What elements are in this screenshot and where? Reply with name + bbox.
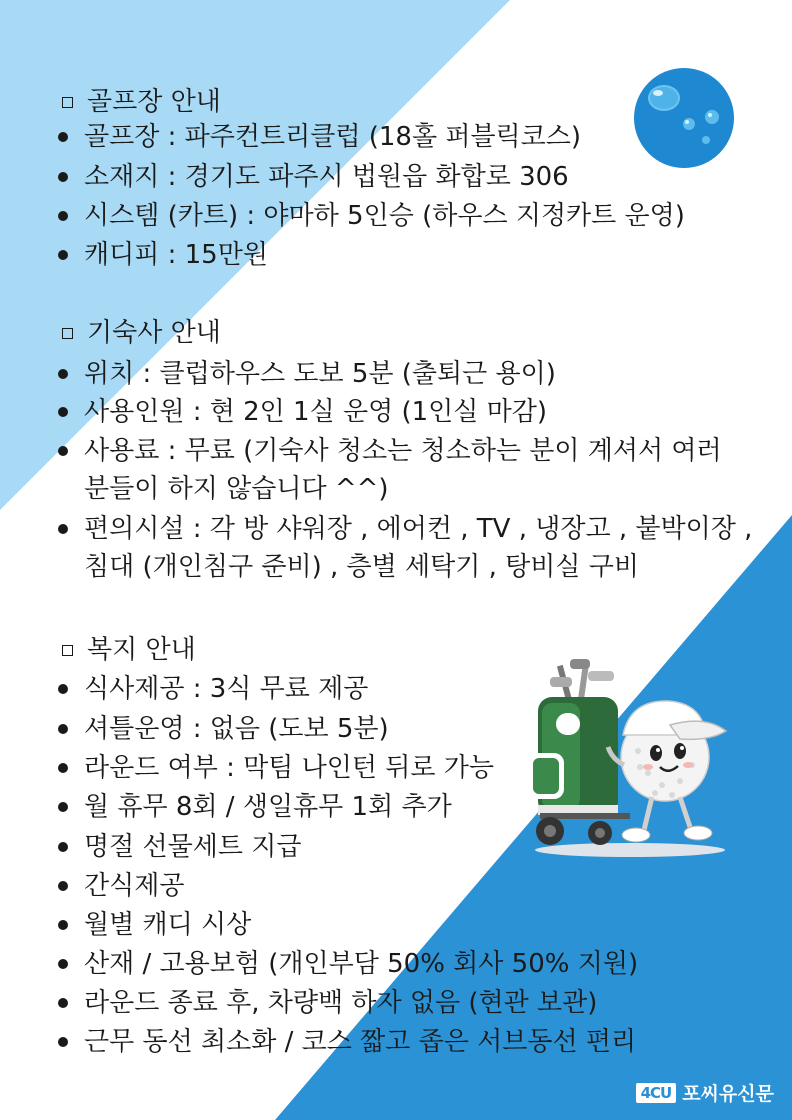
item-text: 시스템 (카트) : 야마하 5인승 (하우스 지정카트 운영): [84, 201, 685, 231]
section-title: 복지 안내: [87, 635, 196, 665]
item-text: 편의시설 : 각 방 샤워장 , 에어컨 , TV , 냉장고 , 붙박이장 ,: [84, 514, 753, 544]
bullet-dot-icon: [58, 407, 68, 417]
item-text: 식사제공 : 3식 무료 제공: [84, 674, 369, 704]
item-text-continued: 침대 (개인침구 준비) , 층별 세탁기 , 탕비실 구비: [84, 552, 640, 582]
item-text-continued: 분들이 하지 않습니다 ^^): [84, 474, 389, 504]
list-item: [58, 710, 758, 748]
list-item: [58, 158, 758, 196]
square-bullet-icon: [62, 645, 73, 656]
bullet-dot-icon: [58, 684, 68, 694]
item-text: 명절 선물세트 지급: [84, 832, 302, 862]
bullet-dot-icon: [58, 211, 68, 221]
list-item: [58, 945, 758, 983]
square-bullet-icon: [62, 328, 73, 339]
watermark-logo: 4CU: [636, 1083, 677, 1103]
list-item: [58, 1023, 758, 1061]
bullet-dot-icon: [58, 802, 68, 812]
bullet-dot-icon: [58, 446, 68, 456]
list-item: [58, 984, 758, 1022]
bullet-dot-icon: [58, 881, 68, 891]
list-item: [58, 906, 758, 944]
item-text: 산재 / 고용보험 (개인부담 50% 회사 50% 지원): [84, 949, 639, 979]
list-item: [58, 393, 758, 431]
bullet-dot-icon: [58, 132, 68, 142]
list-item: [58, 236, 758, 274]
bullet-dot-icon: [58, 172, 68, 182]
item-text: 근무 동선 최소화 / 코스 짧고 좁은 서브동선 편리: [84, 1027, 637, 1057]
list-item: [58, 788, 758, 826]
bullet-dot-icon: [58, 920, 68, 930]
item-text: 월별 캐디 시상: [84, 910, 252, 940]
list-item: [58, 197, 758, 235]
bullet-dot-icon: [58, 959, 68, 969]
list-item: [58, 355, 758, 393]
watermark: [636, 1079, 774, 1106]
section-heading-dormitory: [62, 315, 221, 351]
item-text: 간식제공: [84, 871, 185, 901]
list-item: [58, 670, 758, 708]
bullet-dot-icon: [58, 763, 68, 773]
item-text: 라운드 종료 후, 차량백 하자 없음 (현관 보관): [84, 988, 598, 1018]
item-text: 사용인원 : 현 2인 1실 운영 (1인실 마감): [84, 397, 548, 427]
list-item: [58, 510, 758, 586]
section-title: 기숙사 안내: [87, 318, 221, 348]
bullet-dot-icon: [58, 524, 68, 534]
item-text: 위치 : 클럽하우스 도보 5분 (출퇴근 용이): [84, 359, 556, 389]
section-heading-golf-course: [62, 84, 221, 120]
item-text: 셔틀운영 : 없음 (도보 5분): [84, 714, 389, 744]
square-bullet-icon: [62, 97, 73, 108]
item-text: 캐디피 : 15만원: [84, 240, 268, 270]
item-text: 소재지 : 경기도 파주시 법원읍 화합로 306: [84, 162, 569, 192]
bullet-dot-icon: [58, 998, 68, 1008]
list-item: [58, 867, 758, 905]
bullet-dot-icon: [58, 369, 68, 379]
item-text: 사용료 : 무료 (기숙사 청소는 청소하는 분이 계셔서 여러: [84, 436, 722, 466]
list-item: [58, 828, 758, 866]
bullet-dot-icon: [58, 842, 68, 852]
item-text: 월 휴무 8회 / 생일휴무 1회 추가: [84, 792, 452, 822]
item-text: 라운드 여부 : 막팀 나인턴 뒤로 가능: [84, 753, 494, 783]
list-item: [58, 118, 758, 156]
section-title: 골프장 안내: [87, 87, 221, 117]
bullet-dot-icon: [58, 724, 68, 734]
section-heading-welfare: [62, 632, 196, 668]
bullet-dot-icon: [58, 1037, 68, 1047]
bullet-dot-icon: [58, 250, 68, 260]
item-text: 골프장 : 파주컨트리클럽 (18홀 퍼블릭코스): [84, 122, 582, 152]
list-item: [58, 432, 758, 508]
list-item: [58, 749, 758, 787]
watermark-text: 포씨유신문: [682, 1083, 774, 1105]
